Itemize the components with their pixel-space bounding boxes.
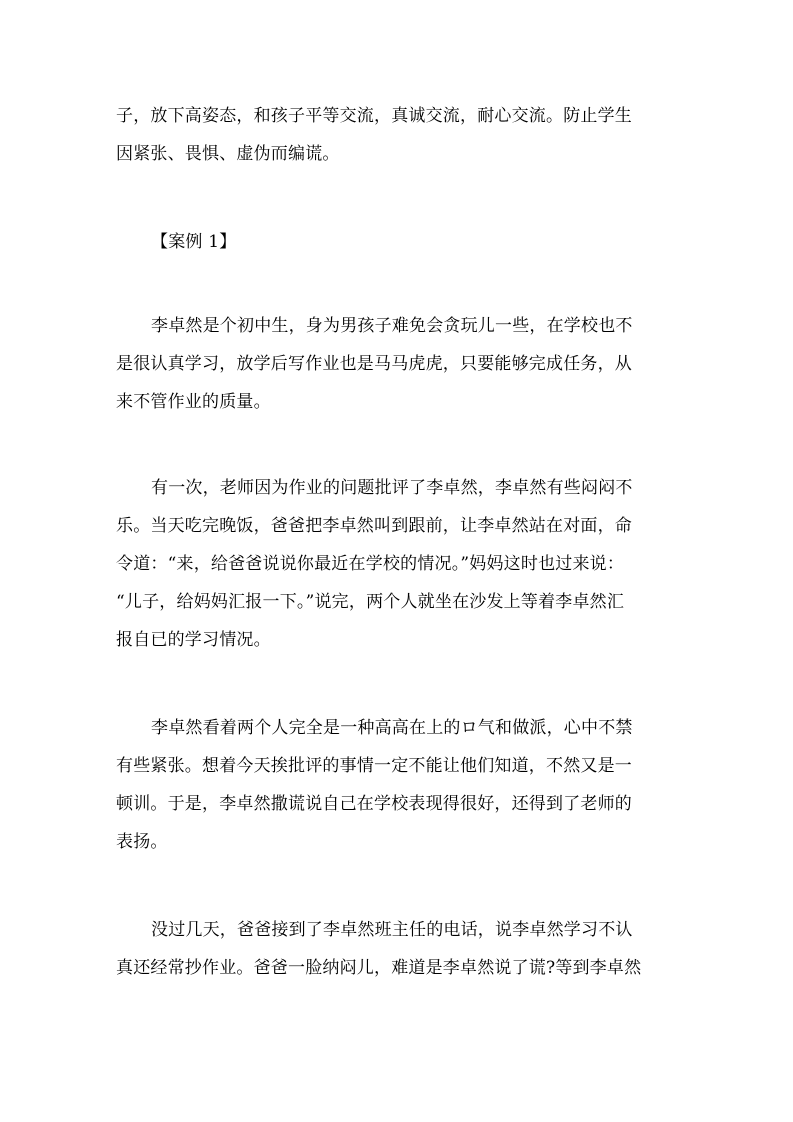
body-paragraph-1 bbox=[116, 307, 686, 421]
body-paragraph-4 bbox=[116, 911, 686, 987]
text-line: 令道：“来，给爸爸说说你最近在学校的情况。”妈妈这时也过来说： bbox=[116, 554, 625, 574]
text-line: 表扬。 bbox=[116, 832, 168, 852]
case-heading bbox=[116, 223, 721, 261]
text-line: 子，放下高姿态，和孩子平等交流，真诚交流，耐心交流。防止学生 bbox=[116, 106, 632, 126]
text-line: 报自已的学习情况。 bbox=[116, 630, 271, 650]
text-line: 李卓然看着两个人完全是一种高高在上的ロ气和做派，心中不禁 bbox=[151, 718, 633, 738]
text-line: 乐。当天吃完晚饭，爸爸把李卓然叫到跟前，让李卓然站在对面，命 bbox=[116, 516, 632, 536]
text-line: 有些紧张。想着今天挨批评的事情一定不能让他们知道，不然又是一 bbox=[116, 756, 632, 776]
text-line: 李卓然是个初中生，身为男孩子难免会贪玩儿一些，在学校也不 bbox=[151, 316, 633, 336]
body-paragraph-2 bbox=[116, 469, 686, 659]
body-paragraph-3 bbox=[116, 709, 686, 861]
text-line: “儿子，给妈妈汇报一下。”说完，两个人就坐在沙发上等着李卓然汇 bbox=[116, 592, 625, 612]
text-line: 是很认真学习，放学后写作业也是马马虎虎，只要能够完成任务，从 bbox=[116, 354, 632, 374]
text-line: 因紧张、畏惧、虚伪而编谎。 bbox=[116, 144, 340, 164]
intro-paragraph bbox=[116, 97, 686, 173]
text-line: 没过几天，爸爸接到了李卓然班主任的电话，说李卓然学习不认 bbox=[151, 920, 633, 940]
text-line: 真还经常抄作业。爸爸一脸纳闷儿，难道是李卓然说了谎?等到李卓然 bbox=[116, 958, 642, 978]
text-line: 有一次，老师因为作业的问题批评了李卓然，李卓然有些闷闷不 bbox=[151, 478, 633, 498]
case-heading-text: 【案例 1】 bbox=[151, 232, 237, 252]
text-line: 来不管作业的质量。 bbox=[116, 392, 271, 412]
text-line: 顿训。于是，李卓然撒谎说自己在学校表现得很好，还得到了老师的 bbox=[116, 794, 632, 814]
